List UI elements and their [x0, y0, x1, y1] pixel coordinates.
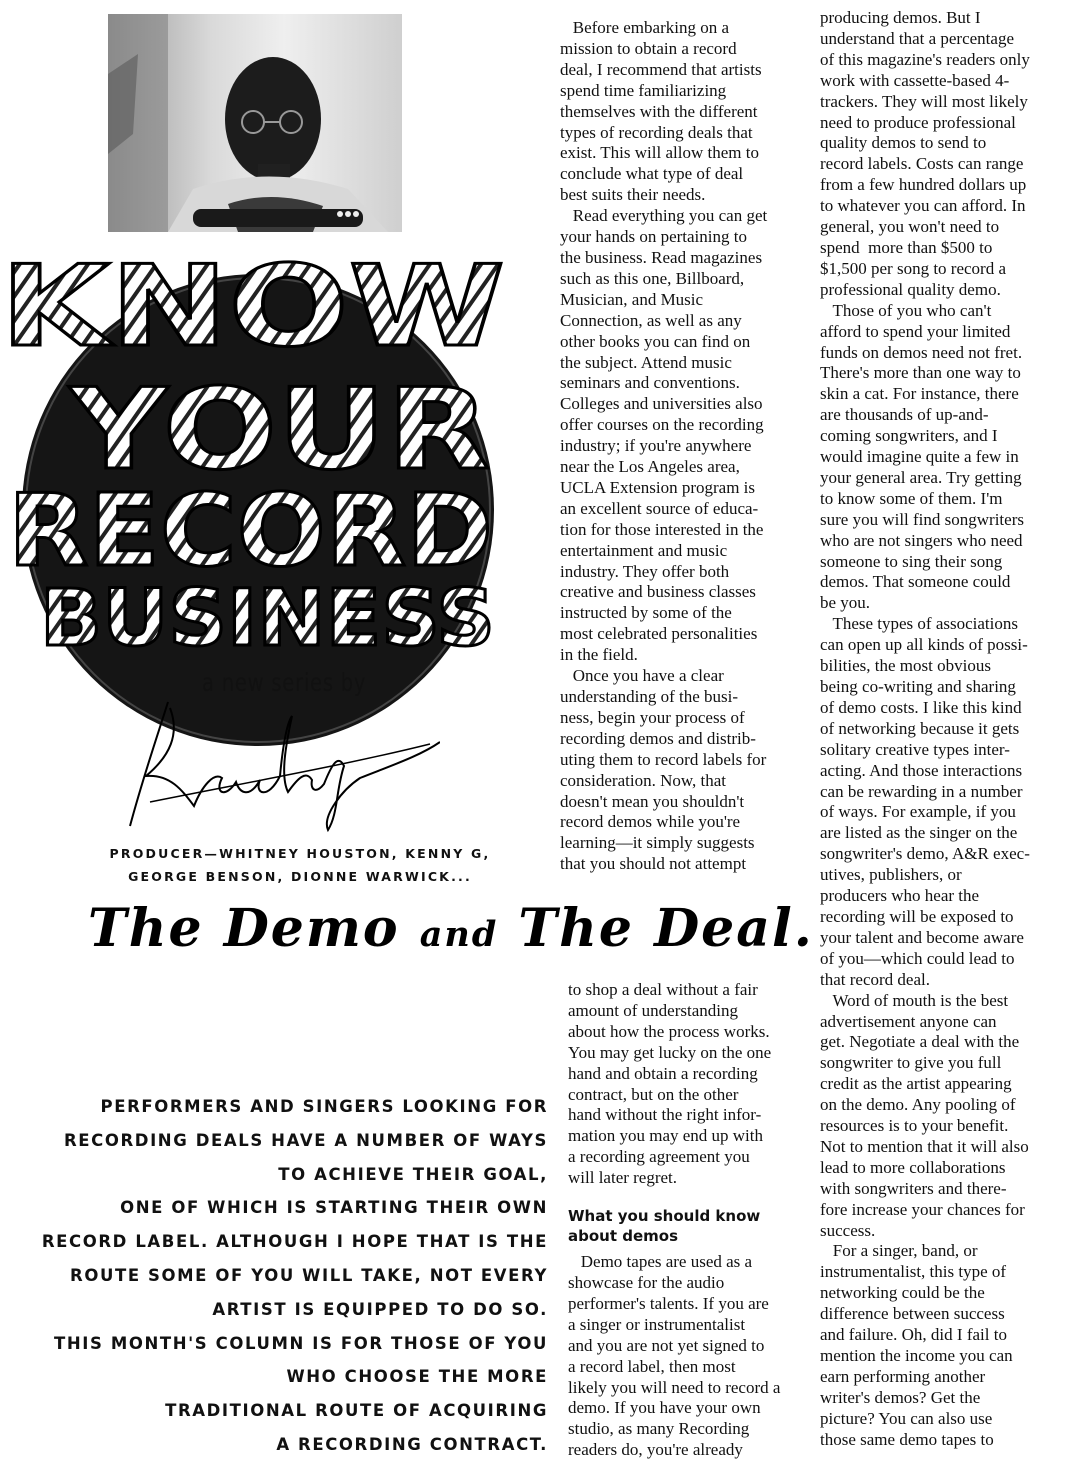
text-line: who are not singers who need [820, 530, 1023, 550]
text-line: of demo costs. I like this kind [820, 697, 1022, 717]
text-line: Once you have a clear [560, 666, 724, 686]
text-line: instructed by some of the [560, 603, 732, 623]
text-line: There's more than one way to [820, 363, 1021, 383]
author-signature [110, 694, 440, 834]
text-line: utives, publishers, or [820, 865, 962, 885]
producer-line-2: GEORGE BENSON, DIONNE WARWICK... [128, 869, 472, 884]
text-line: your general area. Try getting [820, 467, 1022, 487]
text-line: ness, begin your process of [560, 707, 745, 727]
text-line: can be rewarding in a number [820, 781, 1023, 801]
text-line: Musician, and Music [560, 289, 704, 309]
text-line: seminars and conventions. [560, 373, 740, 393]
text-line: fore increase your chances for [820, 1199, 1025, 1219]
text-line: to whatever you can afford. In [820, 196, 1026, 216]
text-line: in the field. [560, 645, 638, 665]
text-line: acting. And those interactions [820, 760, 1023, 780]
text-line: from a few hundred dollars up [820, 175, 1027, 195]
text-line: trackers. They will most likely [820, 91, 1028, 111]
text-line: mation you may end up with [568, 1126, 764, 1146]
article-column-2 [568, 980, 780, 1461]
text-line: learning—it simply suggests [560, 833, 755, 853]
article-headline [88, 898, 814, 959]
text-line: entertainment and music [560, 540, 728, 560]
text-line: solitary creative types inter- [820, 739, 1010, 759]
text-line: Those of you who can't [820, 300, 992, 320]
text-line: Connection, as well as any [560, 310, 742, 330]
text-line: will later regret. [568, 1168, 678, 1188]
text-line: of this magazine's readers only [820, 49, 1030, 69]
text-line: and failure. Oh, did I fail to [820, 1325, 1007, 1345]
logo-word-2: YOUR [67, 365, 490, 495]
text-line: funds on demos need not fret. [820, 342, 1023, 362]
text-line: coming songwriters, and I [820, 426, 998, 446]
headline-part-2: and [419, 914, 499, 955]
text-line: be you. [820, 593, 871, 613]
text-line: best suits their needs. [560, 185, 706, 205]
text-line: get. Negotiate a deal with the [820, 1032, 1020, 1052]
pull-quote-line: A RECORDING CONTRACT. [276, 1434, 548, 1454]
logo-word-1: KNOW [0, 242, 505, 372]
text-line: your hands on pertaining to [560, 227, 747, 247]
logo-word-4: BUSINESS [40, 574, 495, 664]
text-line: likely you will need to record a [568, 1377, 781, 1397]
text-line: networking could be the [820, 1283, 985, 1303]
author-photo [108, 14, 402, 232]
text-line: record demos while you're [560, 812, 741, 832]
text-line: credit as the artist appearing [820, 1074, 1012, 1094]
pull-quote-line: TRADITIONAL ROUTE OF ACQUIRING [165, 1401, 548, 1421]
text-line: recording will be exposed to [820, 906, 1014, 926]
text-line: doesn't mean you shouldn't [560, 791, 745, 811]
text-line: You may get lucky on the one [568, 1042, 772, 1062]
producer-credit [60, 842, 540, 888]
text-line: earn performing another [820, 1366, 986, 1386]
text-line: hand without the right infor- [568, 1105, 762, 1125]
subhead-line-1: What you should know [568, 1207, 761, 1226]
text-line: deal, I recommend that artists [560, 59, 762, 79]
signature-graphic [110, 694, 440, 834]
text-line: studio, as many Recording [568, 1419, 750, 1439]
text-line: Before embarking on a [560, 18, 729, 37]
text-line: spend time familiarizing [560, 80, 727, 100]
article-column-3 [820, 8, 1030, 1451]
text-line: on the demo. Any pooling of [820, 1095, 1016, 1115]
text-line: creative and business classes [560, 582, 756, 602]
text-line: other books you can find on [560, 331, 751, 351]
subhead-line-2: about demos [568, 1227, 679, 1246]
column-2-after [568, 1252, 780, 1461]
text-line: skin a cat. For instance, there [820, 384, 1019, 404]
text-line: difference between success [820, 1304, 1005, 1324]
text-line: your talent and become aware [820, 927, 1024, 947]
text-line: and you are not yet signed to [568, 1335, 765, 1355]
text-line: someone to sing their song [820, 551, 1003, 571]
text-line: demos. That someone could [820, 572, 1011, 592]
text-line: bilities, the most obvious [820, 656, 991, 676]
pull-quote-line: ROUTE SOME OF YOU WILL TAKE, NOT EVERY [70, 1265, 548, 1285]
text-line: offer courses on the recording [560, 415, 764, 435]
text-line: producing demos. But I [820, 8, 981, 27]
text-line: of ways. For example, if you [820, 802, 1016, 822]
text-line: instrumentalist, this type of [820, 1262, 1007, 1282]
pull-quote-line: ARTIST IS EQUIPPED TO DO SO. [212, 1299, 548, 1319]
text-line: a singer or instrumentalist [568, 1314, 746, 1334]
text-line: Not to mention that it will also [820, 1136, 1029, 1156]
pull-quote-line: TO ACHIEVE THEIR GOAL, [278, 1164, 548, 1184]
text-line: exist. This will allow them to [560, 143, 759, 163]
text-line: to shop a deal without a fair [568, 980, 758, 999]
text-line: general, you won't need to [820, 217, 1000, 237]
text-line: contract, but on the other [568, 1084, 739, 1104]
text-line: hand and obtain a recording [568, 1063, 758, 1083]
headline-part-1: The Demo [88, 898, 420, 959]
text-line: Read everything you can get [560, 206, 768, 226]
text-line: $1,500 per song to record a [820, 258, 1007, 278]
logo-word-3: RECORD [8, 472, 493, 589]
text-line: being co-writing and sharing [820, 677, 1016, 696]
text-line: sure you will find songwriters [820, 509, 1024, 529]
text-line: the subject. Attend music [560, 352, 732, 372]
text-line: would imagine quite a few in [820, 447, 1019, 467]
text-line: about how the process works. [568, 1021, 770, 1041]
text-line: can open up all kinds of possi- [820, 635, 1028, 655]
series-byline: a new series by [202, 668, 367, 697]
text-line: most celebrated personalities [560, 624, 758, 644]
text-line: UCLA Extension program is [560, 477, 756, 497]
text-line: near the Los Angeles area, [560, 457, 740, 477]
text-line: industry; if you're anywhere [560, 436, 752, 456]
pull-quote-line: RECORDING DEALS HAVE A NUMBER OF WAYS [63, 1130, 548, 1150]
pull-quote-line: THIS MONTH'S COLUMN IS FOR THOSE OF YOU [54, 1333, 548, 1353]
text-line: Demo tapes are used as a [568, 1252, 753, 1272]
text-line: such as this one, Billboard, [560, 268, 745, 288]
text-line: songwriter's demo, A&R exec- [820, 844, 1030, 864]
text-line: spend more than $500 to [820, 237, 993, 257]
text-line: mention the income you can [820, 1346, 1013, 1365]
text-line: Colleges and universities also [560, 394, 763, 414]
text-line: picture? You can also use [820, 1408, 993, 1428]
text-line: need to produce professional [820, 112, 1016, 132]
headline-part-3: The Deal. [498, 898, 814, 959]
text-line: quality demos to send to [820, 133, 987, 153]
text-line: work with cassette-based 4- [820, 70, 1010, 90]
text-line: tion for those interested in the [560, 519, 764, 539]
text-line: writer's demos? Get the [820, 1387, 981, 1407]
text-line: readers do, you're already [568, 1440, 743, 1460]
text-line: understand that a percentage [820, 28, 1014, 48]
text-line: of networking because it gets [820, 718, 1020, 738]
text-line: advertisement anyone can [820, 1011, 997, 1031]
column-2-before [568, 980, 780, 1189]
pull-quote-line: ONE OF WHICH IS STARTING THEIR OWN [120, 1198, 548, 1218]
producer-line-1: PRODUCER—WHITNEY HOUSTON, KENNY G, [109, 846, 491, 861]
text-line: recording demos and distrib- [560, 728, 756, 748]
text-line: lead to more collaborations [820, 1157, 1006, 1177]
text-line: of you—which could lead to [820, 948, 1015, 968]
text-line: with songwriters and there- [820, 1178, 1007, 1198]
text-line: For a singer, band, or [820, 1241, 978, 1261]
text-line: a recording agreement you [568, 1147, 750, 1167]
text-line: Word of mouth is the best [820, 990, 1009, 1010]
text-line: afford to spend your limited [820, 321, 1011, 341]
text-line: types of recording deals that [560, 122, 753, 142]
text-line: conclude what type of deal [560, 164, 744, 184]
text-line: These types of associations [820, 614, 1018, 634]
article-column-1 [560, 18, 767, 875]
text-line: mission to obtain a record [560, 38, 737, 58]
text-line: themselves with the different [560, 101, 758, 121]
text-line: that you should not attempt [560, 854, 747, 874]
text-line: resources is to your benefit. [820, 1116, 1009, 1136]
text-line: are thousands of up-and- [820, 405, 989, 425]
text-line: showcase for the audio [568, 1272, 725, 1292]
text-line: success. [820, 1220, 876, 1240]
text-line: the business. Read magazines [560, 247, 763, 267]
text-line: consideration. Now, that [560, 770, 727, 790]
pull-quote-line: PERFORMERS AND SINGERS LOOKING FOR [100, 1097, 548, 1116]
text-line: a record label, then most [568, 1356, 736, 1376]
text-line: demo. If you have your own [568, 1398, 761, 1418]
text-line: those same demo tapes to [820, 1429, 994, 1449]
text-line: that record deal. [820, 969, 930, 989]
text-line: are listed as the singer on the [820, 823, 1018, 843]
text-line: an excellent source of educa- [560, 498, 759, 518]
pull-quote [30, 1090, 548, 1462]
text-line: record labels. Costs can range [820, 154, 1024, 174]
text-line: industry. They offer both [560, 561, 730, 581]
text-line: performer's talents. If you are [568, 1293, 769, 1313]
text-line: amount of understanding [568, 1000, 738, 1020]
text-line: uting them to record labels for [560, 749, 767, 769]
text-line: to know some of them. I'm [820, 488, 1003, 508]
text-line: understanding of the busi- [560, 687, 738, 706]
text-line: producers who hear the [820, 886, 980, 906]
pull-quote-line: RECORD LABEL. ALTHOUGH I HOPE THAT IS THE [41, 1232, 548, 1252]
pull-quote-line: WHO CHOOSE THE MORE [286, 1367, 548, 1387]
text-line: songwriter to give you full [820, 1053, 1002, 1073]
text-line: professional quality demo. [820, 279, 1001, 299]
